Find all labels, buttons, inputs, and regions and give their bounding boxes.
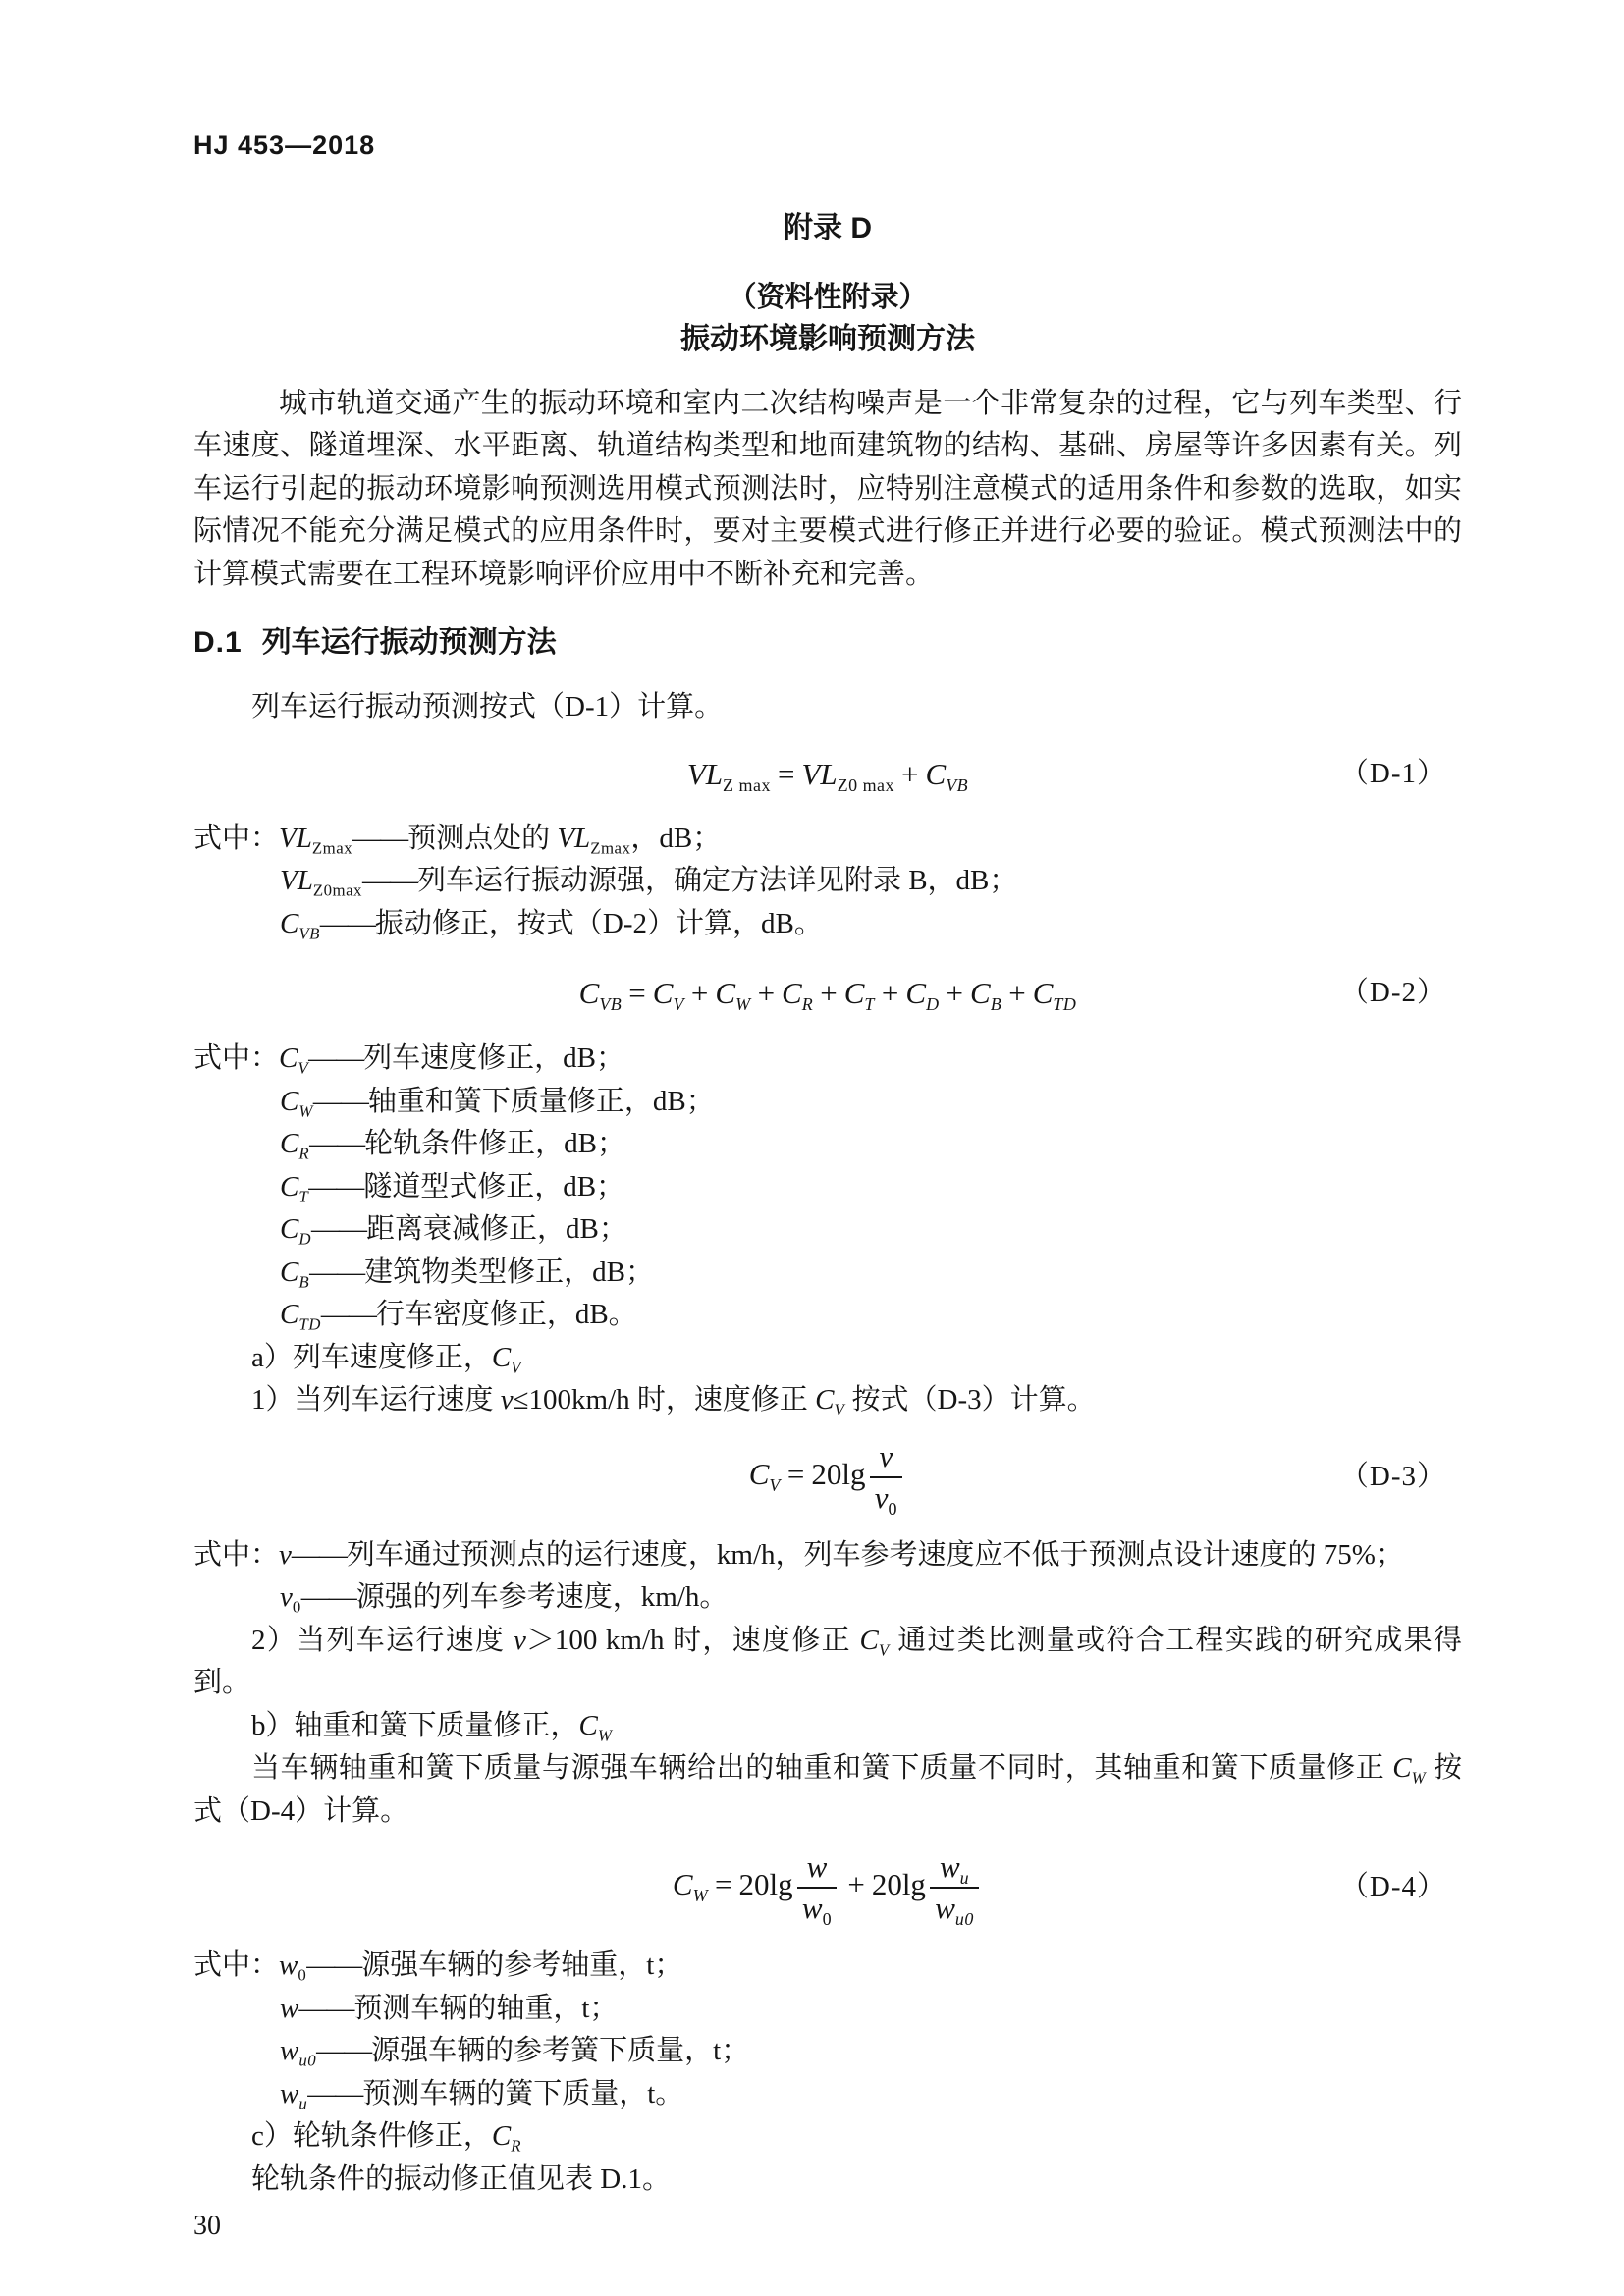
where-item: w——预测车辆的轴重，t； (280, 1992, 619, 2024)
equation-d1-body: $VL_{Z max} = VL_{Z0 max} + C_{VB}$ (686, 757, 969, 796)
section-number: D.1 (193, 626, 243, 660)
where-item: 式中：$w_0——$源强车辆的参考轴重，t； (193, 1949, 683, 1985)
equation-d3 (193, 1438, 1462, 1519)
closing-sentence: 轮轨条件的振动修正值见表 D.1。 (251, 2163, 671, 2195)
list-item-c: c）轮轨条件修正，$C_R$ (251, 2120, 521, 2156)
appendix-subject-title: 振动环境影响预测方法 (680, 323, 975, 355)
equation-d2-label: （D-2） (1339, 977, 1446, 1009)
where-item: $C_T——$隧道型式修正，dB； (280, 1170, 625, 1206)
equation-d1-label: （D-1） (1339, 758, 1446, 790)
d4-lead-paragraph: 当车辆轴重和簧下质量与源强车辆给出的轴重和簧下质量不同时，其轴重和簧下质量修正 $C_W$ 按式（D-4）计算。 (193, 1752, 1462, 1827)
equation-d1 (193, 757, 1462, 796)
where-item: $v_0——$源强的列车参考速度，km/h。 (280, 1581, 729, 1617)
where-item: 式中：$VL_{Zmax}——$预测点处的 $VL_{Zmax}$，dB； (193, 822, 722, 857)
appendix-note: （资料性附录） (728, 282, 928, 313)
equation-d3-label: （D-3） (1339, 1460, 1446, 1492)
section-heading-d1 (193, 621, 1462, 665)
where-item: $C_W——$轴重和簧下质量修正，dB； (280, 1085, 715, 1121)
equation-d4 (193, 1849, 1462, 1930)
where-item: $w_{u0}——$源强车辆的参考簧下质量，t； (280, 2035, 750, 2070)
page-header: HJ 453—2018 (193, 131, 376, 160)
appendix-title: 附录 D (784, 212, 872, 244)
where-item: $VL_{Z0max}——$列车运行振动源强，确定方法详见附录 B，dB； (280, 865, 1018, 900)
fraction: $\frac{v}{v_0}$ (870, 1440, 903, 1515)
where-list-d2 (193, 1038, 1462, 1337)
where-item: $C_D——$距离衰减修正，dB； (280, 1213, 627, 1249)
d1-lead-sentence: 列车运行振动预测按式（D-1）计算。 (251, 691, 724, 723)
where-item: $w_u——$预测车辆的簧下质量，t。 (280, 2077, 684, 2113)
where-list-d1 (193, 818, 1462, 946)
where-item: $C_{VB}——$振动修正，按式（D-2）计算，dB。 (280, 907, 823, 942)
where-item: 式中：$C_V——$列车速度修正，dB； (193, 1042, 624, 1078)
equation-d2 (193, 976, 1462, 1014)
section-title: 列车运行振动预测方法 (261, 626, 557, 660)
where-item: $C_B——$建筑物类型修正，dB； (280, 1255, 654, 1292)
list-item-a: a）列车速度修正，$C_V$ (251, 1341, 521, 1377)
list-item-1: 1）当列车运行速度 v≤100km/h 时，速度修正 $C_V$ 按式（D-3）计算。 (251, 1384, 1096, 1419)
fraction: $\frac{w}{w_0}$ (797, 1850, 838, 1925)
list-item-2: 2）当列车运行速度 v＞100 km/h 时，速度修正 $C_V$ 通过类比测量或符合工程实践的研究成果得到。 (193, 1624, 1462, 1699)
where-item: $C_R——$轮轨条件修正，dB； (280, 1128, 625, 1163)
where-item: 式中：v——列车通过预测点的运行速度，km/h，列车参考速度应不低于预测点设计速度的 75%； (193, 1538, 1404, 1571)
fraction: $\frac{w_u}{w_{u0}}$ (930, 1850, 979, 1925)
where-list-d3 (193, 1534, 1462, 1620)
where-item: $C_{TD}——$行车密度修正，dB。 (280, 1299, 637, 1334)
where-list-d4 (193, 1945, 1462, 2115)
equation-d2-body: $C_{VB} = C_V + C_W + C_R + C_T + C_D + C_B + C_{TD}$ (578, 976, 1077, 1014)
equation-d3-body: $C_V = 20\lg$ $\frac{v}{v_0}$ (749, 1457, 907, 1491)
page-number: 30 (193, 2211, 221, 2242)
equation-d4-body: $C_W = 20\lg$ $\frac{w}{w_0}$ + 20lg $\frac{w_u}{w_{u0}}$ (673, 1867, 983, 1901)
intro-paragraph: 城市轨道交通产生的振动环境和室内二次结构噪声是一个非常复杂的过程，它与列车类型、行车速度、隧道埋深、水平距离、轨道结构类型和地面建筑物的结构、基础、房屋等许多因素有关。列车运行引起的振动环境影响预测选用模式预测法时，应特别注意模式的适用条件和参数的选取，如实际情况不能充分满足模式的应用条件时，要对主要模式进行修正并进行必要的验证。模式预测法中的计算模式需要在工程环境影响评价应用中不断补充和完善。 (193, 388, 1462, 590)
list-item-b: b）轴重和簧下质量修正，$C_W$ (251, 1709, 613, 1745)
equation-d4-label: （D-4） (1339, 1871, 1446, 1903)
